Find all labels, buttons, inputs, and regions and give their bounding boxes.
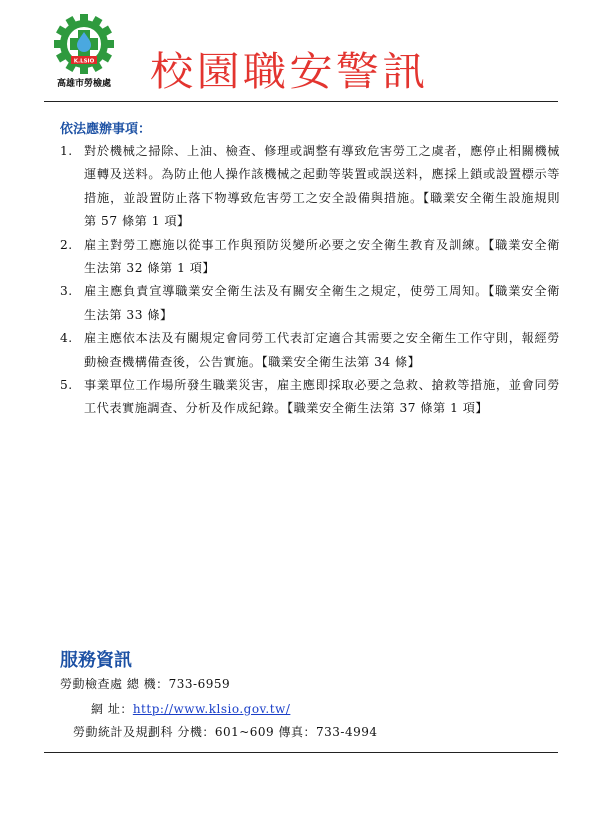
list-item [60,374,560,421]
contact-website [91,700,290,717]
service-heading: 服務資訊 [60,650,132,671]
item-number: 4. [60,331,73,346]
list-item [60,140,560,234]
website-link[interactable]: http://www.klsio.gov.tw/ [132,702,291,716]
section-heading: 依法應辦事項： [60,122,152,137]
contact-phone: 勞動檢查處 總 機：733-6959 [60,677,231,691]
requirement-list [60,140,560,421]
bottom-divider [44,752,558,753]
item-number: 3. [60,284,73,299]
item-number: 5. [60,378,73,393]
item-text: 事業單位工作場所發生職業災害，雇主應即採取必要之急救、搶救等措施，並會同勞工代表實施調查、分析及作成紀錄。【職業安全衛生法第 37 條第 1 項】 [84,378,560,416]
item-text: 雇主對勞工應施以從事工作與預防災變所必要之安全衛生教育及訓練。【職業安全衛生法第 32 條第 1 項】 [84,237,560,276]
contact-extension: 勞動統計及規劃科 分機：601~609 傳真：733-4994 [73,725,378,739]
logo-caption: 高雄市勞檢處 [56,79,112,89]
labor-inspection-logo [44,8,124,92]
logo-top-text: K.LSIO [73,58,95,65]
item-text: 雇主應負責宣導職業安全衛生法及有關安全衛生之規定，使勞工周知。【職業安全衛生法第 33 條】 [84,284,560,322]
page-header [0,0,615,110]
list-item [60,234,560,281]
website-label: 網 址： [91,702,133,716]
list-item [60,280,560,327]
list-item [60,327,560,374]
item-text: 對於機械之掃除、上油、檢查、修理或調整有導致危害勞工之虞者，應停止相關機械運轉及送料。為防止他人操作該機械之起動等裝置或誤送料，應採上鎖或設置標示等措施，並設置防止落下物導致危害勞工之安全設備與措施。【職業安全衛生設施規則第 57 條第 1 項】 [84,144,560,229]
item-number: 2. [60,237,73,252]
page-title: 校園職安警訊 [150,49,429,95]
item-text: 雇主應依本法及有關規定會同勞工代表訂定適合其需要之安全衛生工作守則，報經勞動檢查機構備查後，公告實施。【職業安全衛生法第 34 條】 [84,331,560,369]
top-divider [44,101,558,102]
item-number: 1. [60,144,73,158]
